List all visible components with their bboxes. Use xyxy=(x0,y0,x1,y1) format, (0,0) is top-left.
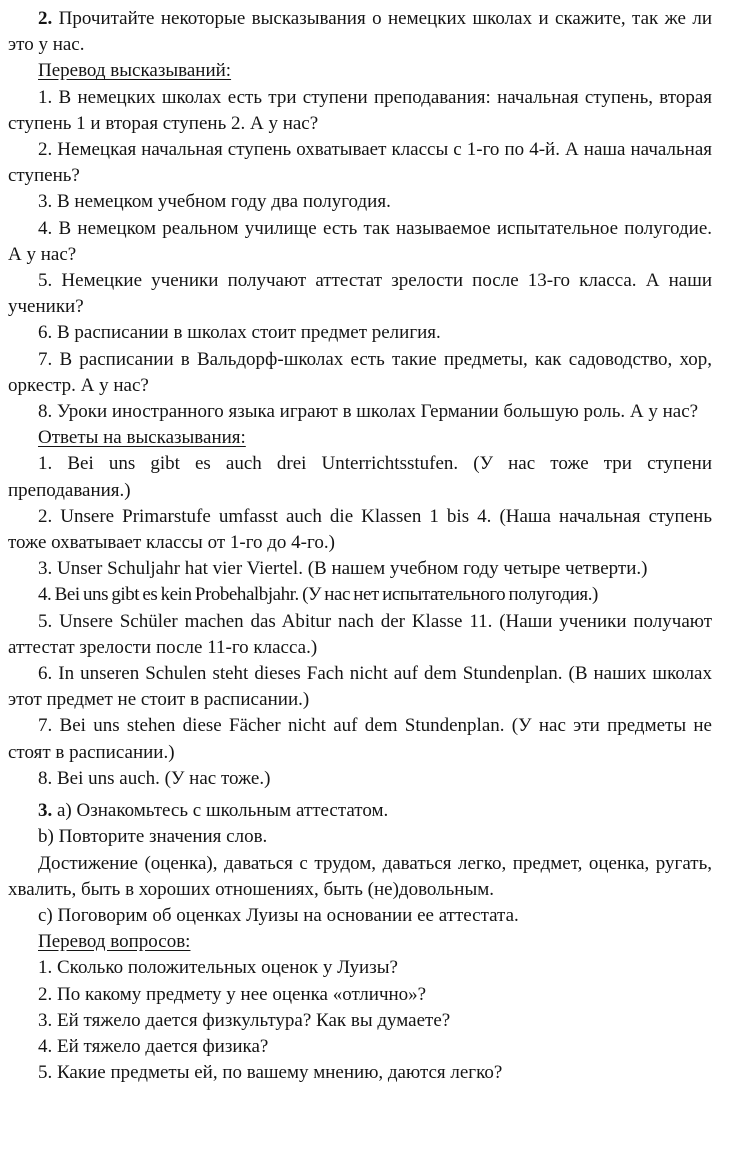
statements-heading: Перевод высказываний: xyxy=(38,60,232,82)
question-item: 5. Какие предметы ей, по вашему мнению, даются легко? xyxy=(38,1062,503,1084)
statement-item: 8. Уроки иностранного языка играют в школах Германии большую роль. А у нас? xyxy=(38,401,699,423)
task-3-number: 3. xyxy=(38,800,53,822)
task-3-part-b: b) Повторите значения слов. xyxy=(38,826,268,848)
statement-item: 2. Немецкая начальная ступень охватывает классы с 1-го по 4-й. А наша начальная ступень? xyxy=(8,139,712,187)
question-item: 1. Сколько положительных оценок у Луизы? xyxy=(38,957,398,979)
task-2-text: Прочитайте некоторые высказывания о немецких школах и скажите, так же ли это у нас. xyxy=(8,8,713,56)
task-3-a-text: а) Ознакомьтесь с школьным аттестатом. xyxy=(57,800,389,822)
questions-heading: Перевод вопросов: xyxy=(38,931,191,953)
task-3-part-a xyxy=(8,798,712,824)
task-2-instruction xyxy=(8,6,712,58)
answer-item: 8. Bei uns auch. (У нас тоже.) xyxy=(38,767,271,789)
answers-heading: Ответы на высказывания: xyxy=(38,427,246,449)
answer-item: 7. Bei uns stehen diese Fächer nicht auf dem Stundenplan. (У нас эти предметы не стоят в расписании.) xyxy=(8,715,712,763)
statement-item: 5. Немецкие ученики получают аттестат зрелости после 13-го класса. А наши ученики? xyxy=(8,270,712,318)
question-item: 2. По какому предмету у нее оценка «отлично»? xyxy=(38,983,427,1005)
statement-item: 7. В расписании в Вальдорф-школах есть такие предметы, как садоводство, хор, оркестр. А у нас? xyxy=(8,348,712,396)
statement-item: 6. В расписании в школах стоит предмет религия. xyxy=(38,322,441,344)
statement-item: 3. В немецком учебном году два полугодия. xyxy=(38,191,391,213)
task-2-number: 2. xyxy=(38,8,53,29)
question-item: 4. Ей тяжело дается физика? xyxy=(38,1035,269,1057)
task-3-word-list: Достижение (оценка), даваться с трудом, даваться легко, предмет, оценка, ругать, хвалить, быть в хороших отношениях, быть (не)довольным. xyxy=(8,852,712,900)
answer-item: 5. Unsere Schüler machen das Abitur nach der Klasse 11. (Наши ученики получают аттестат зрелости после 11-го класса.) xyxy=(8,610,712,658)
answer-item: 2. Unsere Primarstufe umfasst auch die Klassen 1 bis 4. (Наша начальная ступень тоже охватывает классы от 1-го до 4-го.) xyxy=(8,505,712,554)
answer-item: 4. Bei uns gibt es kein Probehalbjahr. (У нас нет испытательного полугодия.) xyxy=(38,584,598,606)
question-item: 3. Ей тяжело дается физкультура? Как вы думаете? xyxy=(38,1009,451,1031)
answer-item: 1. Bei uns gibt es auch drei Unterrichtsstufen. (У нас тоже три ступени преподавания.) xyxy=(8,453,712,501)
task-3-part-c: с) Поговорим об оценках Луизы на основании ее аттестата. xyxy=(38,904,519,926)
statement-item: 1. В немецких школах есть три ступени преподавания: начальная ступень, вторая ступень 1 и вторая ступень 2. А у нас? xyxy=(8,86,712,134)
statement-item: 4. В немецком реальном училище есть так называемое испытательное полугодие. А у нас? xyxy=(8,217,712,265)
answer-item: 6. In unseren Schulen steht dieses Fach nicht auf dem Stundenplan. (В наших школах этот предмет не стоит в расписании.) xyxy=(8,663,712,711)
answer-item: 3. Unser Schuljahr hat vier Viertel. (В нашем учебном году четыре четверти.) xyxy=(38,558,648,580)
